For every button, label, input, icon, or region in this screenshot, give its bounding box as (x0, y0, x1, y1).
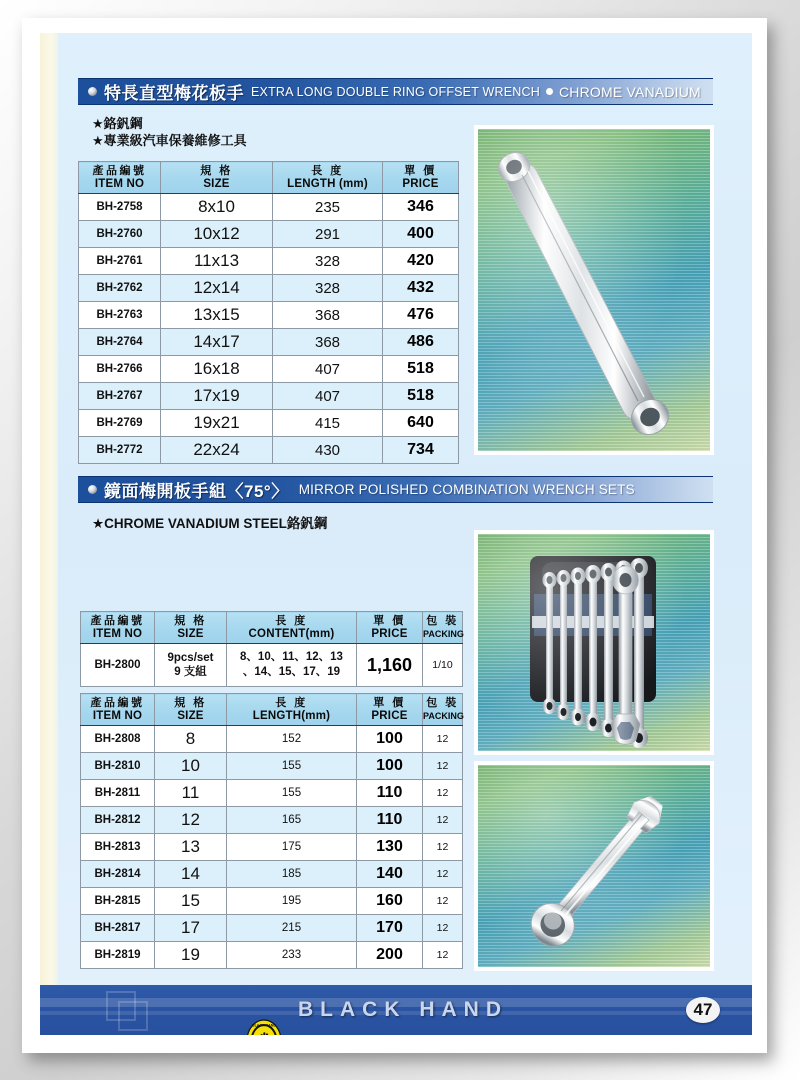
cell-length: 368 (273, 302, 383, 329)
cell-price: 100 (357, 753, 423, 780)
page-number: 47 (686, 997, 720, 1023)
feature-bullets-2 (92, 515, 327, 532)
footer-square-decor (118, 1001, 148, 1031)
feature-bullet: ★專業級汽車保養維修工具 (92, 133, 247, 148)
cell-price: 640 (383, 410, 459, 437)
cell-length: 155 (227, 753, 357, 780)
cell-size: 11x13 (161, 248, 273, 275)
cell-item-no: BH-2760 (79, 221, 161, 248)
table-row (79, 383, 459, 410)
col-header-cn: 長 度 (275, 697, 308, 709)
col-header-en: PRICE (402, 177, 439, 190)
cell-price: 200 (357, 942, 423, 969)
cell-packing: 12 (423, 915, 463, 942)
col-header-cn: 長 度 (275, 615, 308, 627)
cell-size: 16x18 (161, 356, 273, 383)
cell-price: 518 (383, 383, 459, 410)
wrench-set-rack-icon (478, 534, 710, 751)
section-title-en: MIRROR POLISHED COMBINATION WRENCH SETS (298, 482, 635, 497)
cell-length: 368 (273, 329, 383, 356)
col-header-cn: 單 價 (404, 165, 437, 177)
col-header-cn: 產品編號 (90, 697, 145, 709)
cell-size-line: 9pcs/set (167, 652, 214, 664)
col-header-price (357, 694, 423, 726)
cell-length: 407 (273, 356, 383, 383)
col-header-en: SIZE (177, 627, 204, 640)
double-ring-offset-wrench-icon (478, 129, 710, 451)
table-row (81, 726, 463, 753)
col-header-item-no (81, 612, 155, 644)
cell-length: 291 (273, 221, 383, 248)
col-header-cn: 規 格 (174, 697, 207, 709)
col-header-en: SIZE (203, 177, 230, 190)
table-row (81, 807, 463, 834)
cell-item-no: BH-2819 (81, 942, 155, 969)
product-photo-wrench-set (474, 530, 714, 755)
col-header-item-no (79, 162, 161, 194)
table-row (79, 410, 459, 437)
feature-bullet: ★CHROME VANADIUM STEEL鉻釩鋼 (92, 516, 328, 531)
col-header-size (155, 612, 227, 644)
col-header-packing (423, 612, 463, 644)
col-header-cn: 產品編號 (92, 165, 147, 177)
table-row (79, 221, 459, 248)
table-header-row (81, 694, 463, 726)
product-photo-extra-long-double-ring (474, 125, 714, 455)
table-combination-wrench-singles (80, 693, 463, 969)
col-header-content (227, 612, 357, 644)
table-header-row (79, 162, 459, 194)
cell-item-no: BH-2817 (81, 915, 155, 942)
cell-length: 328 (273, 275, 383, 302)
cell-packing: 12 (423, 726, 463, 753)
cell-item-no: BH-2814 (81, 861, 155, 888)
cell-price: 420 (383, 248, 459, 275)
product-photo-combination-wrench (474, 761, 714, 971)
table-row (79, 275, 459, 302)
col-header-price (357, 612, 423, 644)
cell-length: 235 (273, 194, 383, 221)
cell-price: 110 (357, 807, 423, 834)
cell-size: 14x17 (161, 329, 273, 356)
col-header-cn: 包 裝 (426, 615, 459, 627)
cell-content (227, 644, 357, 687)
cell-length: 165 (227, 807, 357, 834)
col-header-size (155, 694, 227, 726)
cell-item-no: BH-2763 (79, 302, 161, 329)
cell-content-line: 、14、15、17、19 (242, 666, 341, 678)
section-title-material: CHROME VANADIUM (558, 83, 701, 100)
cell-length: 185 (227, 861, 357, 888)
table-row (81, 915, 463, 942)
cell-size: 8x10 (161, 194, 273, 221)
table-row (79, 329, 459, 356)
cell-length: 155 (227, 780, 357, 807)
cell-size: 19x21 (161, 410, 273, 437)
cell-item-no: BH-2810 (81, 753, 155, 780)
black-hand-logo-icon (236, 1019, 292, 1035)
cell-item-no: BH-2800 (81, 644, 155, 687)
svg-text:BLACK HAND: BLACK HAND (252, 1023, 276, 1028)
cell-price: 130 (357, 834, 423, 861)
table-header-row (81, 612, 463, 644)
bullet-sphere-icon (88, 485, 97, 494)
table-row (79, 194, 459, 221)
cell-price: 400 (383, 221, 459, 248)
cell-length: 175 (227, 834, 357, 861)
col-header-en: ITEM NO (92, 627, 143, 640)
table-extra-long-double-ring (78, 161, 459, 464)
cell-packing: 12 (423, 888, 463, 915)
cell-size: 15 (155, 888, 227, 915)
section-title-cn: 鏡面梅開板手組〈75°〉 (104, 482, 289, 501)
cell-price: 100 (357, 726, 423, 753)
table-row (81, 942, 463, 969)
cell-packing: 12 (423, 807, 463, 834)
col-header-en: CONTENT(mm) (248, 627, 335, 640)
col-header-cn: 長 度 (311, 165, 344, 177)
cell-size-line: 9 支組 (174, 666, 207, 678)
cell-item-no: BH-2772 (79, 437, 161, 464)
cell-item-no: BH-2764 (79, 329, 161, 356)
cell-price: 486 (383, 329, 459, 356)
cell-length: 152 (227, 726, 357, 753)
combination-wrench-icon (478, 765, 710, 967)
brand-wordmark: BLACK HAND (298, 998, 508, 1021)
table-row (81, 780, 463, 807)
col-header-en: ITEM NO (92, 709, 143, 722)
cell-price: 170 (357, 915, 423, 942)
cell-size: 22x24 (161, 437, 273, 464)
col-header-cn: 單 價 (373, 615, 406, 627)
cell-item-no: BH-2812 (81, 807, 155, 834)
col-header-en: ITEM NO (94, 177, 145, 190)
cell-packing: 12 (423, 753, 463, 780)
cell-packing: 1/10 (423, 644, 463, 687)
cell-size: 17 (155, 915, 227, 942)
col-header-length (227, 694, 357, 726)
col-header-price (383, 162, 459, 194)
cell-item-no: BH-2767 (79, 383, 161, 410)
separator-dot-icon (546, 88, 553, 95)
cell-length: 415 (273, 410, 383, 437)
table-row (79, 437, 459, 464)
table-row (79, 356, 459, 383)
cell-size: 13 (155, 834, 227, 861)
feature-bullets-1 (92, 115, 247, 149)
cell-price: 476 (383, 302, 459, 329)
col-header-cn: 單 價 (373, 697, 406, 709)
cell-content-line: 8、10、11、12、13 (240, 651, 343, 663)
cell-size: 13x15 (161, 302, 273, 329)
cell-item-no: BH-2762 (79, 275, 161, 302)
cell-size: 11 (155, 780, 227, 807)
cell-size: 12 (155, 807, 227, 834)
cell-item-no: BH-2811 (81, 780, 155, 807)
col-header-item-no (81, 694, 155, 726)
table-row (79, 248, 459, 275)
cell-length: 233 (227, 942, 357, 969)
section-header-mirror-polished-sets (78, 476, 713, 503)
col-header-en: LENGTH(mm) (252, 709, 331, 722)
cell-item-no: BH-2808 (81, 726, 155, 753)
table-row (81, 861, 463, 888)
col-header-size (161, 162, 273, 194)
cell-packing: 12 (423, 861, 463, 888)
col-header-en: LENGTH (mm) (287, 177, 368, 190)
cell-size: 10 (155, 753, 227, 780)
catalog-page (40, 33, 752, 1035)
col-header-length (273, 162, 383, 194)
cell-size: 12x14 (161, 275, 273, 302)
col-header-packing (423, 694, 463, 726)
cell-price: 160 (357, 888, 423, 915)
cell-size (155, 644, 227, 687)
cell-size: 19 (155, 942, 227, 969)
col-header-cn: 包 裝 (426, 697, 459, 709)
cell-size: 8 (155, 726, 227, 753)
col-header-en: SIZE (177, 709, 204, 722)
cell-price: 432 (383, 275, 459, 302)
cell-item-no: BH-2758 (79, 194, 161, 221)
cell-size: 10x12 (161, 221, 273, 248)
cell-price: 734 (383, 437, 459, 464)
table-row (81, 753, 463, 780)
col-header-cn: 產品編號 (90, 615, 145, 627)
table-combination-wrench-set (80, 611, 463, 687)
col-header-cn: 規 格 (174, 615, 207, 627)
col-header-cn: 規 格 (200, 165, 233, 177)
cell-price: 518 (383, 356, 459, 383)
cell-item-no: BH-2815 (81, 888, 155, 915)
cell-size: 14 (155, 861, 227, 888)
cell-packing: 12 (423, 780, 463, 807)
cell-price: 140 (357, 861, 423, 888)
cell-item-no: BH-2813 (81, 834, 155, 861)
table-row (81, 888, 463, 915)
cell-item-no: BH-2761 (79, 248, 161, 275)
cell-price: 1,160 (357, 644, 423, 687)
section-title-cn: 特長直型梅花板手 (104, 84, 244, 103)
cell-item-no: BH-2769 (79, 410, 161, 437)
table-row (79, 302, 459, 329)
cell-length: 430 (273, 437, 383, 464)
page-left-margin-strip (40, 33, 58, 1035)
cell-price: 110 (357, 780, 423, 807)
cell-size: 17x19 (161, 383, 273, 410)
col-header-en: PRICE (371, 709, 408, 722)
section-title-en: EXTRA LONG DOUBLE RING OFFSET WRENCH (251, 84, 540, 99)
col-header-en: PACKING (423, 710, 464, 721)
cell-length: 328 (273, 248, 383, 275)
cell-packing: 12 (423, 834, 463, 861)
table-row (81, 644, 463, 687)
col-header-en: PRICE (371, 627, 408, 640)
feature-bullet: ★鉻釩鋼 (92, 116, 143, 131)
cell-length: 215 (227, 915, 357, 942)
col-header-en: PACKING (423, 628, 464, 639)
cell-price: 346 (383, 194, 459, 221)
table-row (81, 834, 463, 861)
section-header-extra-long-double-ring (78, 78, 713, 105)
cell-length: 195 (227, 888, 357, 915)
cell-packing: 12 (423, 942, 463, 969)
cell-length: 407 (273, 383, 383, 410)
cell-item-no: BH-2766 (79, 356, 161, 383)
bullet-sphere-icon (88, 87, 97, 96)
page-footer (40, 985, 752, 1035)
